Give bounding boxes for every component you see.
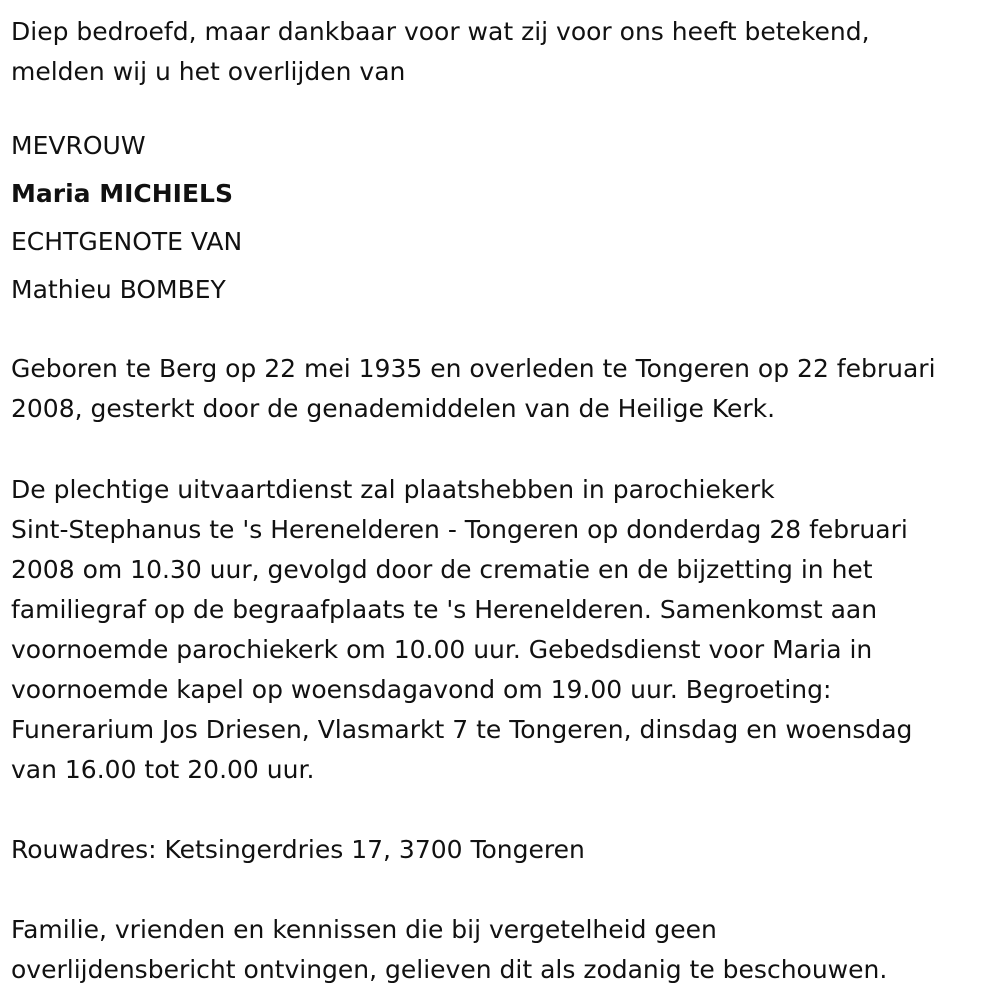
text-line: Sint-Stephanus te 's Herenelderen - Tongeren op donderdag 28 februari [11, 515, 908, 544]
text-line: 2008 om 10.30 uur, gevolgd door de crematie en de bijzetting in het [11, 555, 873, 584]
title-line: MEVROUW [11, 131, 146, 160]
spouse-name: Mathieu BOMBEY [11, 275, 226, 304]
text-line: van 16.00 tot 20.00 uur. [11, 755, 315, 784]
text-line: voornoemde parochiekerk om 10.00 uur. Gebedsdienst voor Maria in [11, 635, 873, 664]
closing-paragraph [11, 910, 887, 990]
mourning-address: Rouwadres: Ketsingerdries 17, 3700 Tongeren [11, 835, 585, 864]
deceased-block [11, 122, 242, 314]
birth-death-paragraph [11, 349, 936, 429]
relation-line: ECHTGENOTE VAN [11, 227, 243, 256]
deceased-name: Maria MICHIELS [11, 179, 233, 208]
text-line: Familie, vrienden en kennissen die bij vergetelheid geen [11, 915, 717, 944]
address-paragraph [11, 830, 585, 870]
text-line: De plechtige uitvaartdienst zal plaatshebben in parochiekerk [11, 475, 775, 504]
text-line: familiegraf op de begraafplaats te 's Herenelderen. Samenkomst aan [11, 595, 878, 624]
text-line: melden wij u het overlijden van [11, 57, 406, 86]
text-line: voornoemde kapel op woensdagavond om 19.00 uur. Begroeting: [11, 675, 832, 704]
intro-paragraph [11, 12, 870, 92]
text-line: Diep bedroefd, maar dankbaar voor wat zij voor ons heeft betekend, [11, 17, 870, 46]
text-line: overlijdensbericht ontvingen, gelieven dit als zodanig te beschouwen. [11, 955, 888, 984]
text-line: Geboren te Berg op 22 mei 1935 en overleden te Tongeren op 22 februari [11, 354, 936, 383]
text-line: 2008, gesterkt door de genademiddelen van de Heilige Kerk. [11, 394, 776, 423]
text-line: Funerarium Jos Driesen, Vlasmarkt 7 te Tongeren, dinsdag en woensdag [11, 715, 913, 744]
funeral-paragraph [11, 470, 912, 790]
